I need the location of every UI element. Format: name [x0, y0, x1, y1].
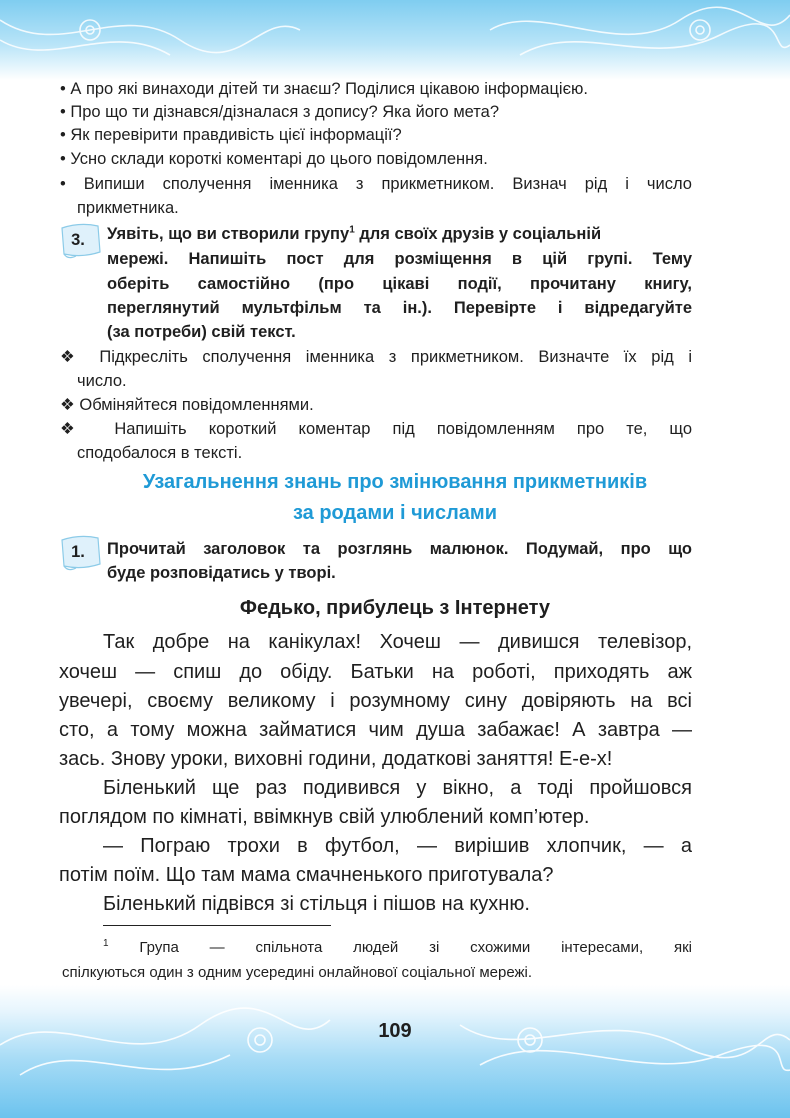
task-1-number: 1.	[71, 543, 85, 561]
story-line-5: зась. Знову уроки, виховні години, додаткові заняття! Е-е-х!	[59, 748, 613, 770]
story-line-6: Біленький ще раз подивився у вікно, а тоді пройшовся	[103, 777, 692, 799]
task-3-item-3-continued: сподобалося в тексті.	[77, 444, 243, 462]
section-heading-line-1: Узагальнення знань про змінювання прикметників	[142, 471, 648, 493]
task-1-line-2: буде розповідатись у творі.	[107, 564, 336, 582]
question-1: • А про які винаходи дітей ти знаєш? Поділися цікавою інформацією.	[60, 80, 588, 98]
task-3-badge	[58, 222, 104, 262]
question-4: • Усно склади короткі коментарі до цього повідомлення.	[60, 150, 488, 168]
question-2: • Про що ти дізнався/дізналася з допису? Яка його мета?	[60, 103, 500, 121]
footnote-line-2: спілкуються один з одним усередині онлайнової соціальної мережі.	[62, 964, 533, 981]
task-3-line-5: (за потреби) свій текст.	[107, 323, 296, 341]
task-3-number: 3.	[71, 231, 85, 249]
question-5: • Випиши сполучення іменника з прикметником. Визнач рід і число	[60, 175, 692, 193]
task-3-line-3: оберіть самостійно (про цікаві події, прочитану книгу,	[107, 275, 692, 293]
story-line-10: Біленький підвівся зі стільця і пішов на кухню.	[103, 893, 530, 915]
story-line-3: увечері, своєму великому і розумному сину довіряють на всі	[59, 690, 692, 712]
swirl-pattern-top	[0, 0, 790, 80]
task-3-item-1-continued: число.	[77, 372, 127, 390]
question-3: • Як перевірити правдивість цієї інформації?	[60, 126, 402, 144]
task-1-badge	[58, 534, 104, 574]
story-line-1: Так добре на канікулах! Хочеш — дивишся телевізор,	[103, 631, 692, 653]
footnote-divider	[103, 925, 331, 926]
story-title: Федько, прибулець з Інтернету	[239, 597, 551, 619]
question-5-continued: прикметника.	[77, 199, 179, 217]
story-line-7: поглядом по кімнаті, ввімкнув свій улюблений комп’ютер.	[59, 806, 590, 828]
story-line-4: сто, а тому можна займатися чим душа забажає! А завтра —	[59, 719, 692, 741]
task-3-item-2: ❖ Обміняйтеся повідомленнями.	[60, 396, 314, 414]
task-3-line-2: мережі. Напишіть пост для розміщення в цій групі. Тему	[107, 250, 692, 268]
top-decorative-band	[0, 0, 790, 80]
task-1-line-1: Прочитай заголовок та розглянь малюнок. Подумай, про що	[107, 540, 692, 558]
task-3-item-3: ❖ Напишіть короткий коментар під повідомленням про те, що	[60, 420, 692, 438]
page-number: 109	[378, 1020, 412, 1042]
swirl-pattern-bottom	[0, 985, 790, 1118]
story-line-2: хочеш — спиш до обіду. Батьки на роботі, приходять аж	[59, 661, 692, 683]
task-3-item-1: ❖ Підкресліть сполучення іменника з прикметником. Визначте їх рід і	[60, 348, 692, 366]
story-line-8: — Пограю трохи в футбол, — вирішив хлопчик, — а	[103, 835, 692, 857]
section-heading-line-2: за родами і числами	[292, 502, 498, 524]
story-line-9: потім поїм. Що там мама смачненького приготувала?	[59, 864, 554, 886]
footnote-line-1: $^1$ Група — спільнота людей зі схожими інтересами, які	[103, 938, 692, 956]
bottom-decorative-band	[0, 985, 790, 1118]
task-3-line-4: переглянутий мультфільм та ін.). Перевірте і відредагуйте	[107, 299, 692, 317]
task-3-line-1: Уявіть, що ви створили групу$^1$ для своїх друзів у соціальній	[107, 224, 602, 243]
